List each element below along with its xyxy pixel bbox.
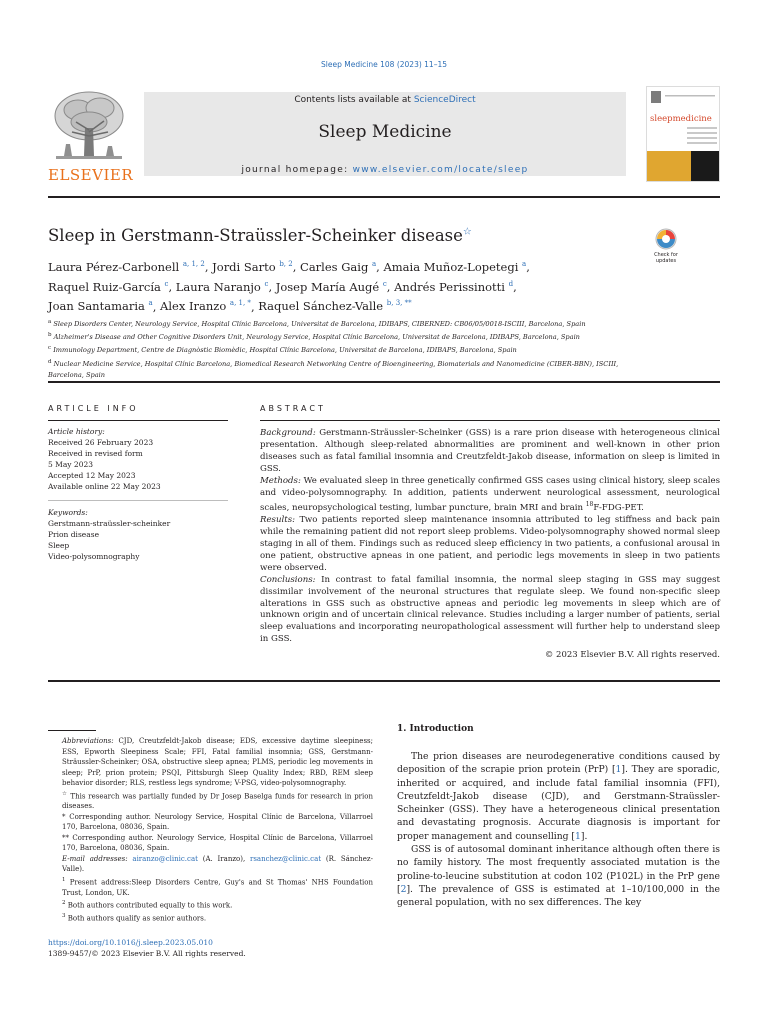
author[interactable]: Laura Naranjo $^c$ (175, 279, 269, 294)
keyword: Prion disease (48, 530, 100, 539)
doi-link[interactable]: https://doi.org/10.1016/j.sleep.2023.05.010 (48, 938, 213, 947)
affiliation: $^c$ Immunology Department, Centre de Diagnòstic Biomèdic, Hospital Clínic Barcelona, Universitat de Barcelona, IDIBAPS, Barcelona, Spain (48, 345, 517, 355)
article-title-text: Sleep in Gerstmann-Straüssler-Scheinker disease (48, 226, 463, 245)
citation-link[interactable]: 2 (400, 883, 407, 895)
intro-paragraph: The prion diseases are neurodegenerative conditions caused by deposition of the scrapie prion protein (PrP) [1]. They are sporadic, inherited or acquired, and include fatal familial insomnia (FFI), Creutzfeldt-Jakob disease (CJD), and Gerstmann-Straüssler-Scheinker (GSS). They have a heterogeneous clinical presentation and devastating prognosis. Accurate diagnosis is important for proper management and counselling [1]. (397, 751, 720, 842)
masthead-rule (48, 196, 720, 198)
crossmark-label: Check for updates (654, 252, 678, 264)
keyword: Video-polysomnography (48, 552, 140, 561)
senior-author-note: $^3$ Both authors qualify as senior authors. (62, 912, 207, 923)
author[interactable]: Raquel Ruiz-García $^c$ (48, 279, 169, 294)
article-info-heading: ARTICLE INFO (48, 404, 139, 413)
keyword: Gerstmann-straüssler-scheinker (48, 519, 171, 528)
footnotes (48, 736, 373, 924)
citation-link[interactable]: 1 (575, 830, 581, 842)
cover-title: sleepmedicine (650, 114, 712, 124)
cover-text-lines (687, 127, 717, 147)
doi-block (48, 937, 246, 959)
author[interactable]: Alex Iranzo $^{a, 1, *}$ (160, 299, 251, 314)
equal-contribution-note: $^2$ Both authors contributed equally to this work. (62, 900, 233, 910)
contents-line (144, 95, 626, 105)
info-divider (48, 500, 228, 501)
author[interactable]: Carles Gaig $^a$ (300, 259, 377, 274)
funding-note: ☆ This research was partially funded by Dr Josep Baselga funds for research in prion diseases. (62, 790, 373, 811)
elsevier-wordmark: ELSEVIER (48, 166, 134, 184)
homepage-link[interactable]: www.elsevier.com/locate/sleep (352, 165, 529, 175)
homepage-line (144, 165, 626, 175)
author[interactable]: Andrés Perissinotti $^d$ (394, 279, 514, 294)
author[interactable]: Raquel Sánchez-Valle $^{b, 3, **}$ (258, 299, 412, 314)
address-note: $^1$ Present address:Sleep Disorders Centre, Guy's and St Thomas' NHS Foundation Trust, London, UK. (62, 876, 373, 897)
header-rule (48, 381, 720, 383)
check-for-updates-badge[interactable] (650, 228, 682, 266)
intro-paragraph: GSS is of autosomal dominant inheritance although often there is no family history. The most frequently associated mutation is the proline-to-leucine substitution at codon 102 (P102L) in the PrP gene [2]. The prevalence of GSS is estimated at 1–10/100,000 in the general population, with no sex differences. The key (397, 844, 720, 909)
author[interactable]: Amaia Muñoz-Lopetegi $^a$ (383, 259, 527, 274)
email-note: E-mail addresses: airanzo@clinic.cat (A. Iranzo), rsanchez@clinic.cat (R. Sánchez-Valle). (62, 854, 373, 874)
journal-cover-thumbnail[interactable] (646, 86, 720, 182)
journal-name: Sleep Medicine (318, 122, 452, 142)
masthead (48, 86, 720, 186)
abstract-results: Results: Two patients reported sleep maintenance insomnia attributed to leg stiffness and back pain while the remaining patient did not report sleep problems. Video-polysomnography showed normal sleep staging in all of them. Findings such as reduced sleep efficiency in two patients, a confusional arousal in one patient, obstructive apneas in one patient, and periodic legs movements in sleep in two patients were observed. (260, 515, 720, 573)
keywords (48, 507, 228, 562)
contents-prefix: Contents lists available at (294, 95, 414, 105)
abstract-copyright: © 2023 Elsevier B.V. All rights reserved. (544, 650, 720, 660)
affiliations (48, 317, 628, 381)
affiliation: $^a$ Sleep Disorders Center, Neurology Service, Hospital Clínic Barcelona, Universitat de Barcelona, IDIBAPS, CIBERNED: CB06/05/0018-ISCIII, Barcelona, Spain (48, 319, 586, 329)
crossmark-icon (650, 228, 682, 252)
title-footnote-mark[interactable]: ☆ (462, 226, 472, 238)
author[interactable]: Laura Pérez-Carbonell $^{a, 1, 2}$ (48, 259, 205, 274)
corresponding-note: ** Corresponding author. Neurology Service, Hospital Clínic de Barcelona, Villarroel 170, Barcelona, 08036, Spain. (62, 833, 373, 853)
affiliation: $^d$ Nuclear Medicine Service, Hospital Clínic Barcelona, Biomedical Research Networking Centre of Bioengineering, Biomaterials and Nanomedicine (CIBER-BBN), ISCIII, Barcelona, Spain (48, 358, 619, 379)
history-item: 5 May 2023 (48, 460, 94, 469)
abstract-background: Background: Gerstmann-Sträussler-Scheinker (GSS) is a rare prion disease with heterogeneous clinical presentation. Although sleep-related abnormalities are prominent and well-known in other prion diseases such as fatal familial insomnia and Creutzfeldt-Jakob disease, information on sleep is limited in GSS. (260, 428, 721, 474)
citation-link[interactable]: 1 (615, 764, 622, 776)
abstract-methods: Methods: We evaluated sleep in three genetically confirmed GSS cases using clinical history, sleep scales and video-polysomnography. In addition, patients underwent neurological assessment, neurological scales, neuropsychological testing, lumbar puncture, brain MRI and brain $^{18}$F-FDG-PET. (260, 475, 720, 514)
article-title (48, 226, 472, 245)
email-link[interactable]: airanzo@clinic.cat (132, 854, 198, 863)
introduction-heading: 1. Introduction (397, 724, 474, 734)
keywords-label: Keywords: (48, 508, 88, 517)
introduction-body (397, 750, 720, 910)
author-list: Laura Pérez-Carbonell $^{a, 1, 2}$, Jordi Sarto $^{b, 2}$, Carles Gaig $^a$, Amaia Muñoz-Lopetegi $^a$, Raquel Ruiz-García $^c$, Laura Naranjo $^c$, Josep María Augé $^c$, Andrés Perissinotti $^d$, Joan Santamaria $^a$, Alex Iranzo $^{a, 1, *}$, Raquel Sánchez-Valle $^{b, 3, **}$ (48, 259, 530, 314)
article-info-rule (48, 420, 228, 421)
article-history (48, 426, 228, 492)
abstract-conclusions: Conclusions: In contrast to fatal familial insomnia, the normal sleep staging in GSS may suggest dissimilar involvement of the neuronal structures that regulate sleep. We found non-specific sleep alterations in GSS such as obstructive apneas and periodic leg movements in sleep which are of unknown origin and of uncertain clinical relevance. Studies including a larger number of patients, serial sleep evaluations and incorporating neuropathological assessment will further help to understand sleep in GSS. (260, 574, 720, 645)
homepage-prefix: journal homepage: (241, 165, 353, 175)
author[interactable]: Jordi Sarto $^{b, 2}$ (212, 259, 293, 274)
issn-line: 1389-9457/© 2023 Elsevier B.V. All rights reserved. (48, 949, 246, 958)
abstract-end-rule (48, 680, 720, 682)
abstract-body (260, 428, 720, 646)
cover-art-image (691, 151, 720, 182)
journal-title-box (144, 92, 626, 176)
history-item: Received 26 February 2023 (48, 438, 154, 447)
affiliation: $^b$ Alzheimer's Disease and Other Cognitive Disorders Unit, Neurology Service, Hospital Clínic Barcelona, Universitat de Barcelona, IDIBAPS, Barcelona, Spain (48, 332, 580, 342)
elsevier-logo[interactable] (48, 86, 134, 184)
keyword: Sleep (48, 541, 70, 550)
abstract-heading: ABSTRACT (260, 404, 326, 413)
journal-reference[interactable]: Sleep Medicine 108 (2023) 11–15 (321, 60, 447, 69)
history-item: Available online 22 May 2023 (48, 482, 161, 491)
history-item: Accepted 12 May 2023 (48, 471, 136, 480)
cover-header-graphic (647, 87, 720, 107)
abbreviations-note: Abbreviations: CJD, Creutzfeldt-Jakob disease; EDS, excessive daytime sleepiness; ESS, Epworth Sleepiness Scale; FFI, Fatal familial insomnia; GSS, Gerstmann-Sträussler-Scheinker; OSA, obstructive sleep apnea; PLMS, periodic leg movements in sleep; PrP, prion protein; PSQI, Pittsburgh Sleep Quality Index; RBD, REM sleep behavior disorder; RLS, restless legs syndrome; V-PSG, video-polysomnography. (62, 737, 373, 787)
email-link[interactable]: rsanchez@clinic.cat (249, 854, 322, 863)
author[interactable]: Joan Santamaria $^a$ (48, 299, 153, 314)
elsevier-tree-icon (50, 88, 128, 164)
footnote-rule (48, 730, 96, 731)
abstract-rule (260, 420, 720, 421)
sciencedirect-link[interactable]: ScienceDirect (413, 95, 476, 105)
history-label: Article history: (48, 427, 105, 436)
history-item: Received in revised form (48, 449, 143, 458)
corresponding-note: * Corresponding author. Neurology Service, Hospital Clínic de Barcelona, Villarroel 170, Barcelona, 08036, Spain. (62, 812, 373, 832)
author[interactable]: Josep María Augé $^c$ (275, 279, 387, 294)
